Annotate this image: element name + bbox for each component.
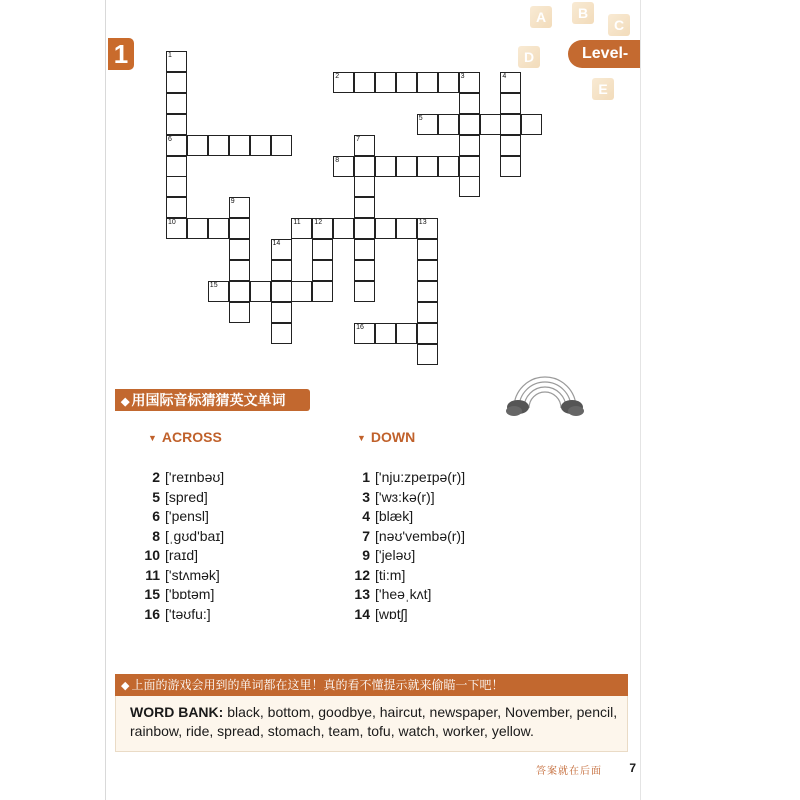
crossword-cell[interactable] [312,239,333,260]
crossword-cell[interactable] [250,135,271,156]
clue-phonetic: ['stʌmək] [165,566,220,583]
crossword-cell[interactable] [208,281,229,302]
clue-item [350,527,465,547]
decor-tile: C [608,14,630,36]
clue-phonetic: [ti:m] [375,566,406,583]
crossword-cell[interactable] [166,72,187,93]
word-bank [115,696,628,752]
decor-tile: A [530,6,552,28]
clue-start-number: 1 [168,52,172,59]
clue-start-number: 12 [314,219,323,227]
clue-start-number: 15 [209,281,218,289]
crossword-cell[interactable] [229,239,250,260]
clue-number: 7 [362,527,370,544]
clue-number: 6 [152,508,160,524]
crossword-cell[interactable] [229,302,250,323]
clue-item [140,507,224,527]
crossword-cell[interactable] [166,218,187,239]
crossword-cell[interactable] [417,218,438,239]
crossword-cell[interactable] [417,114,438,135]
clue-start-number: 14 [272,240,281,248]
crossword-cell[interactable] [417,281,438,302]
crossword-cell[interactable] [459,114,480,135]
crossword-cell[interactable] [354,260,375,281]
clue-number: 12 [354,566,370,583]
clue-start-number: 2 [335,72,340,80]
crossword-cell[interactable] [229,260,250,281]
crossword-cell[interactable] [459,176,480,197]
instruction-text: 用国际音标猜猜英文单词 [131,392,286,408]
answer-note: 答案就在后面 [536,766,602,777]
page-number: 7 [629,761,636,775]
clue-start-number: 5 [418,114,423,122]
clue-number: 10 [144,547,160,563]
instruction-banner [115,389,310,411]
crossword-cell[interactable] [438,156,459,177]
crossword-cell[interactable] [521,114,542,135]
clue-number: 5 [152,488,160,505]
hint-banner [115,674,628,696]
crossword-cell[interactable] [187,218,208,239]
clue-item [350,546,465,566]
clue-item [140,566,224,586]
crossword-cell[interactable] [271,135,292,156]
clue-phonetic: [raɪd] [165,547,198,563]
crossword-cell[interactable] [417,72,438,93]
down-clue-list [350,468,465,624]
decor-tile: E [592,78,614,100]
crossword-cell[interactable] [354,323,375,344]
crossword-cell[interactable] [375,218,396,239]
diamond-icon: ◆ [121,396,130,408]
clue-number: 1 [362,469,370,485]
down-heading [357,429,415,445]
crossword-cell[interactable] [187,135,208,156]
crossword-cell[interactable] [500,72,521,93]
decor-tile: D [518,46,540,68]
clue-phonetic: [nəʊ'vembə(r)] [375,527,465,544]
crossword-cell[interactable] [459,135,480,156]
crossword-cell[interactable] [354,281,375,302]
clue-phonetic: [blæk] [375,508,414,524]
crossword-cell[interactable] [166,51,187,72]
clue-start-number: 10 [168,219,176,227]
clue-start-number: 9 [230,198,235,206]
crossword-cell[interactable] [459,72,480,93]
crossword-cell[interactable] [354,72,375,93]
clue-number: 13 [354,586,370,602]
crossword-cell[interactable] [229,197,250,218]
crossword-cell[interactable] [500,114,521,135]
clue-phonetic: ['wɜ:kə(r)] [375,488,435,505]
crossword-cell[interactable] [396,323,417,344]
crossword-cell[interactable] [333,156,354,177]
level-tab: Level- [568,40,640,68]
clue-start-number: 11 [293,219,301,227]
clue-item [140,585,224,605]
rainbow-cloud-icon [500,370,590,420]
clue-number: 11 [145,566,160,583]
clue-item [350,507,465,527]
crossword-cell[interactable] [375,156,396,177]
down-heading-text: DOWN [370,429,416,445]
clue-number: 9 [362,547,370,563]
crossword-cell[interactable] [500,93,521,114]
clue-phonetic: ['təʊfu:] [165,605,211,622]
clue-phonetic: ['reɪnbəʊ] [165,469,225,485]
crossword-cell[interactable] [396,72,417,93]
crossword-cell[interactable] [417,323,438,344]
crossword-cell[interactable] [333,218,354,239]
crossword-cell[interactable] [312,260,333,281]
across-heading [148,429,222,445]
clue-item [140,546,224,566]
crossword-cell[interactable] [438,72,459,93]
clue-start-number: 8 [335,156,340,164]
crossword-cell[interactable] [208,218,229,239]
clue-item [350,605,465,625]
clue-item [140,605,224,625]
crossword-cell[interactable] [229,218,250,239]
clue-start-number: 3 [460,72,465,80]
word-bank-label: WORD BANK: [130,704,224,720]
crossword-cell[interactable] [354,135,375,156]
clue-start-number: 16 [356,323,364,331]
clue-number: 2 [152,469,160,485]
crossword-cell[interactable] [438,114,459,135]
word-bank-words: black, bottom, goodbye, haircut, newspaper, November, pencil, rainbow, ride, spread, stomach, team, tofu, watch, worker, yellow. [130,704,618,739]
clue-item [350,468,465,488]
crossword-cell[interactable] [271,323,292,344]
crossword-cell[interactable] [271,239,292,260]
crossword-cell[interactable] [417,344,438,365]
crossword-cell[interactable] [271,302,292,323]
clue-phonetic: ['jeləʊ] [375,547,416,563]
crossword-cell[interactable] [333,72,354,93]
clue-phonetic: [ˌgʊd'baɪ] [165,527,225,544]
crossword-cell[interactable] [166,156,187,177]
across-heading-text: ACROSS [161,429,222,445]
crossword-cell[interactable] [354,156,375,177]
clue-phonetic: ['nju:zpeɪpə(r)] [375,469,466,485]
crossword-cell[interactable] [375,72,396,93]
clue-phonetic: [wɒtʃ] [375,605,408,622]
clue-phonetic: [spred] [165,488,208,505]
crossword-cell[interactable] [375,323,396,344]
clue-number: 16 [144,605,160,622]
triangle-down-icon: ▼ [357,433,366,443]
clue-start-number: 13 [418,219,427,227]
decor-tile: B [572,2,594,24]
crossword-cell[interactable] [354,218,375,239]
crossword-cell[interactable] [396,156,417,177]
clue-start-number: 7 [356,135,360,143]
clue-phonetic: ['heəˌkʌt] [375,586,432,602]
crossword-cell[interactable] [417,260,438,281]
crossword-grid [0,0,800,360]
clue-item [350,488,465,508]
crossword-cell[interactable] [354,197,375,218]
crossword-cell[interactable] [271,281,292,302]
crossword-cell[interactable] [396,218,417,239]
clue-item [350,566,465,586]
crossword-cell[interactable] [229,281,250,302]
crossword-cell[interactable] [354,176,375,197]
crossword-cell[interactable] [500,156,521,177]
crossword-cell[interactable] [271,260,292,281]
hint-text: 上面的游戏会用到的单词都在这里！真的看不懂提示就来偷瞄一下吧！ [131,678,504,692]
crossword-cell[interactable] [166,135,187,156]
crossword-cell[interactable] [208,135,229,156]
crossword-cell[interactable] [291,218,312,239]
clue-phonetic: ['bɒtəm] [165,586,215,602]
clue-number: 8 [152,527,160,544]
crossword-cell[interactable] [480,114,501,135]
crossword-cell[interactable] [500,135,521,156]
clue-start-number: 4 [502,72,507,80]
crossword-cell[interactable] [166,197,187,218]
crossword-cell[interactable] [291,281,312,302]
crossword-cell[interactable] [166,114,187,135]
crossword-cell[interactable] [312,281,333,302]
clue-number: 4 [362,508,370,524]
clue-number: 3 [362,488,370,505]
clue-number: 14 [354,605,370,622]
crossword-cell[interactable] [166,176,187,197]
diamond-icon: ◆ [121,680,130,692]
crossword-cell[interactable] [250,281,271,302]
clue-item [140,527,224,547]
crossword-cell[interactable] [459,156,480,177]
across-clue-list [140,468,224,624]
crossword-cell[interactable] [459,93,480,114]
crossword-cell[interactable] [417,302,438,323]
clue-phonetic: ['pensl] [165,508,209,524]
crossword-cell[interactable] [229,135,250,156]
crossword-cell[interactable] [417,239,438,260]
clue-item [350,585,465,605]
clue-start-number: 6 [168,135,172,143]
triangle-down-icon: ▼ [148,433,157,443]
clue-item [140,468,224,488]
unit-number-tab: 1 [108,38,134,70]
crossword-cell[interactable] [354,239,375,260]
clue-item [140,488,224,508]
crossword-cell[interactable] [166,93,187,114]
clue-number: 15 [144,586,160,602]
crossword-cell[interactable] [312,218,333,239]
crossword-cell[interactable] [417,156,438,177]
